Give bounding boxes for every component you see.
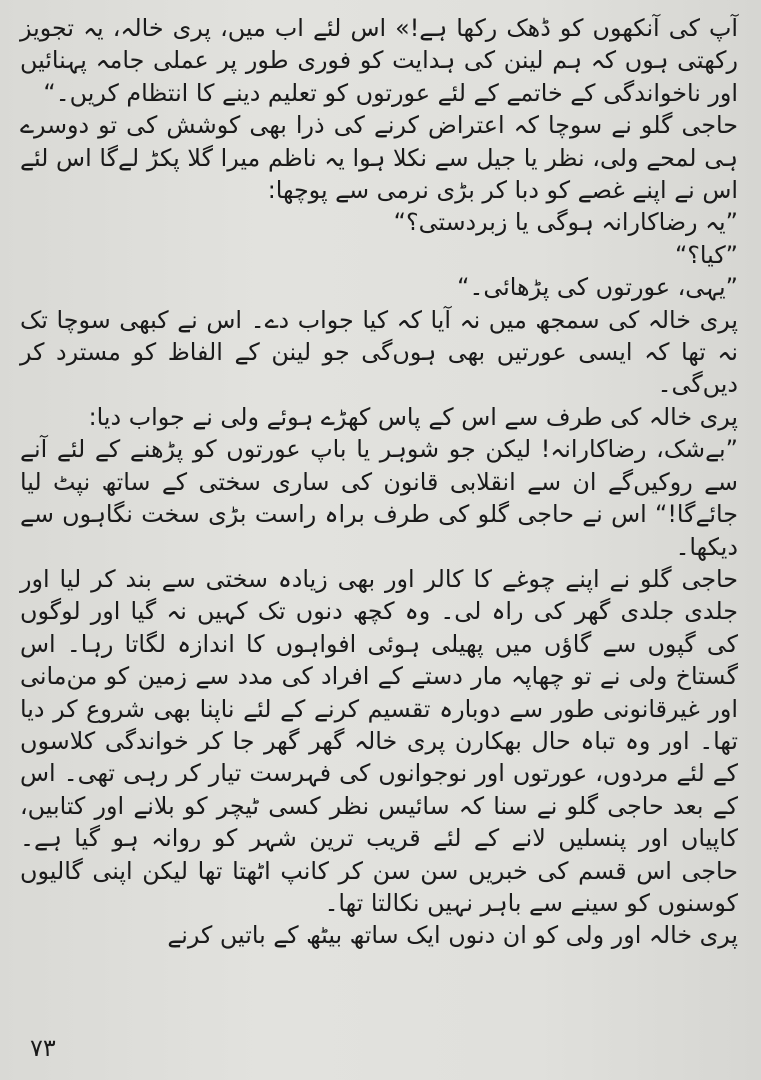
paragraph-1: آپ کی آنکھوں کو ڈھک رکھا ہے!» اس لئے اب میں، پری خالہ، یہ تجویز رکھتی ہوں کہ ہم لینن کی ہدایت کو فوری طور پر عملی جامہ پہنائیں اور ناخواندگی کے خاتمے کے لئے عورتوں کو تعلیم دینے کا انتظام کریں۔“ — [20, 14, 738, 107]
paragraph-9: حاجی گلو نے اپنے چوغے کا کالر اور بھی زیادہ سختی سے بند کر لیا اور جلدی جلدی گھر کی راہ لی۔ وہ کچھ دنوں تک کہیں نہ گیا اور لوگوں کی گپوں سے گاؤں میں پھیلی ہوئی افواہوں کا اندازہ لگاتا رہا۔ اس گستاخ ولی نے تو چھاپہ مار دستے کے افراد کی مدد سے زمین کو من‌مانی اور غیرقانونی طور سے دوبارہ تقسیم کرنے کے لئے ناپنا بھی شروع کر دیا تھا۔ اور وہ تباہ حال بھکارن پری خالہ گھر گھر جا کر خواندگی کلاسوں کے لئے مردوں، عورتوں اور نوجوانوں کی فہرست تیار کر رہی تھی۔ اس کے بعد حاجی گلو نے سنا کہ سائیس نظر کسی ٹیچر کو بلانے اور کتابیں، کاپیاں اور پنسلیں لانے کے لئے قریب ترین شہر کو روانہ ہو گیا ہے۔ حاجی اس قسم کی خبریں سن سن کر کانپ اٹھتا تھا لیکن اپنی گالیوں کوسنوں کو سینے سے باہر نہیں نکالتا تھا۔ — [20, 564, 738, 917]
paragraph-3: ”یہ رضاکارانہ ہوگی یا زبردستی؟“ — [393, 208, 738, 237]
paragraph-6: پری خالہ کی سمجھ میں نہ آیا کہ کیا جواب دے۔ اس نے کبھی سوچا تک نہ تھا کہ ایسی عورتیں بھی ہوں‌گی جو لینن کے الفاظ کو مسترد کر دیں‌گی۔ — [20, 305, 738, 399]
paragraph-4: ”کیا؟“ — [674, 240, 738, 269]
paragraph-10: پری خالہ اور ولی کو ان دنوں ایک ساتھ بیٹھ کے باتیں کرنے — [167, 921, 738, 950]
paragraph-7: پری خالہ کی طرف سے اس کے پاس کھڑے ہوئے ولی نے جواب دیا: — [88, 402, 738, 431]
paragraph-2: حاجی گلو نے سوچا کہ اعتراض کرنے کی ذرا بھی کوشش کی تو دوسرے ہی لمحے ولی، نظر یا جیل سے نکلا ہوا یہ ناظم میرا گلا پکڑ لےگا اس لئے اس نے اپنے غصے کو دبا کر بڑی نرمی سے پوچھا: — [20, 111, 738, 205]
paragraph-8: ”بےشک، رضاکارانہ! لیکن جو شوہر یا باپ عورتوں کو پڑھنے کے لئے آنے سے روکیں‌گے ان سے انقلابی قانون کی ساری سختی کے ساتھ نپٹ لیا جائےگا!“ اس نے حاجی گلو کی طرف براہ راست بڑی سخت نگاہوں سے دیکھا۔ — [20, 435, 738, 561]
paragraph-5: ”یہی، عورتوں کی پڑھائی۔“ — [457, 273, 738, 302]
page-number: ۷۳ — [30, 1034, 56, 1062]
page-body-text — [20, 12, 738, 952]
